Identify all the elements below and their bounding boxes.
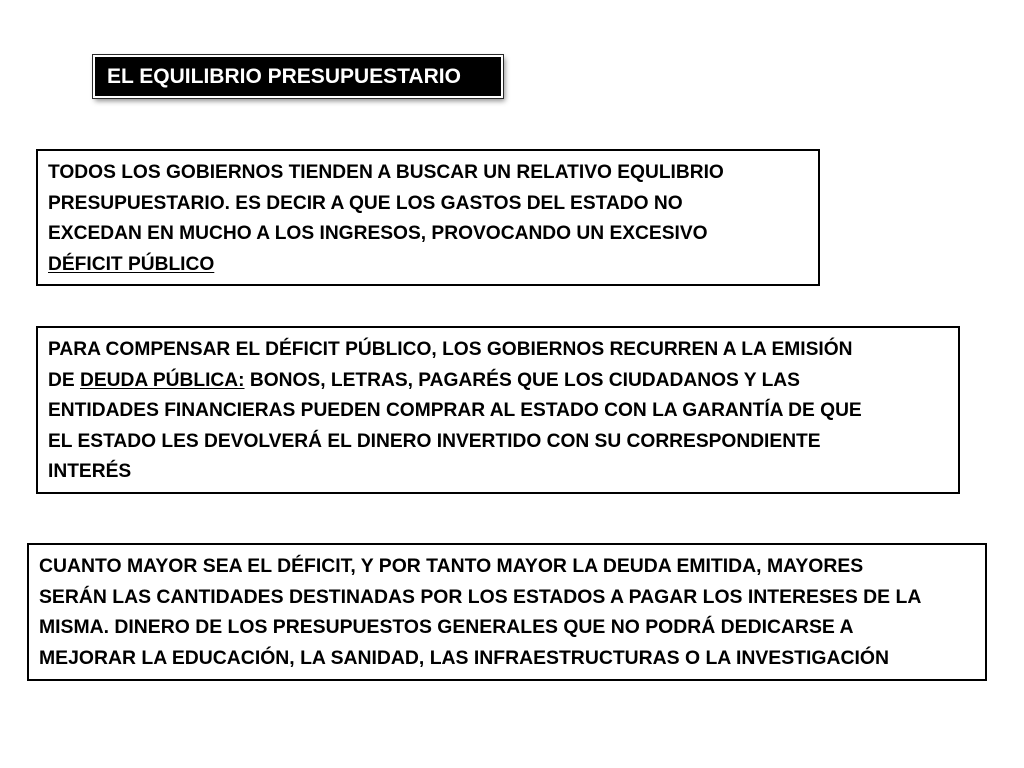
public-debt-line-2 [48, 366, 958, 397]
slide-title: EL EQUILIBRIO PRESUPUESTARIO [93, 55, 503, 98]
public-debt-text-box [36, 326, 960, 494]
deficit-consequences-text-box [27, 543, 987, 681]
deficit-consequences-line-3: MISMA. DINERO DE LOS PRESUPUESTOS GENERALES QUE NO PODRÁ DEDICARSE A [39, 616, 854, 638]
public-deficit-term: DÉFICIT PÚBLICO [48, 253, 215, 275]
public-debt-line-2-prefix: DE [48, 369, 80, 391]
deficit-consequences-line-4: MEJORAR LA EDUCACIÓN, LA SANIDAD, LAS INFRAESTRUCTURAS O LA INVESTIGACIÓN [39, 646, 889, 669]
public-debt-line-4: EL ESTADO LES DEVOLVERÁ EL DINERO INVERTIDO CON SU CORRESPONDIENTE [48, 430, 821, 452]
public-debt-term: DEUDA PÚBLICA: [80, 369, 245, 391]
deficit-consequences-line-2: SERÁN LAS CANTIDADES DESTINADAS POR LOS ESTADOS A PAGAR LOS INTERESES DE LA [39, 585, 922, 608]
budget-balance-line-3: EXCEDAN EN MUCHO A LOS INGRESOS, PROVOCANDO UN EXCESIVO [48, 223, 708, 244]
public-debt-line-1: PARA COMPENSAR EL DÉFICIT PÚBLICO, LOS GOBIERNOS RECURREN A LA EMISIÓN [48, 339, 853, 360]
public-debt-line-3: ENTIDADES FINANCIERAS PUEDEN COMPRAR AL ESTADO CON LA GARANTÍA DE QUE [48, 400, 862, 421]
budget-balance-line-1: TODOS LOS GOBIERNOS TIENDEN A BUSCAR UN RELATIVO EQULIBRIO [48, 162, 724, 183]
public-debt-line-2-rest: BONOS, LETRAS, PAGARÉS QUE LOS CIUDADANOS Y LAS [244, 369, 800, 391]
budget-balance-line-2: PRESUPUESTARIO. ES DECIR A QUE LOS GASTOS DEL ESTADO NO [48, 192, 683, 214]
budget-balance-line-4 [48, 250, 818, 281]
budget-balance-text-box [36, 149, 820, 286]
public-debt-line-5: INTERÉS [48, 461, 132, 482]
deficit-consequences-line-1: CUANTO MAYOR SEA EL DÉFICIT, Y POR TANTO MAYOR LA DEUDA EMITIDA, MAYORES [39, 555, 864, 577]
